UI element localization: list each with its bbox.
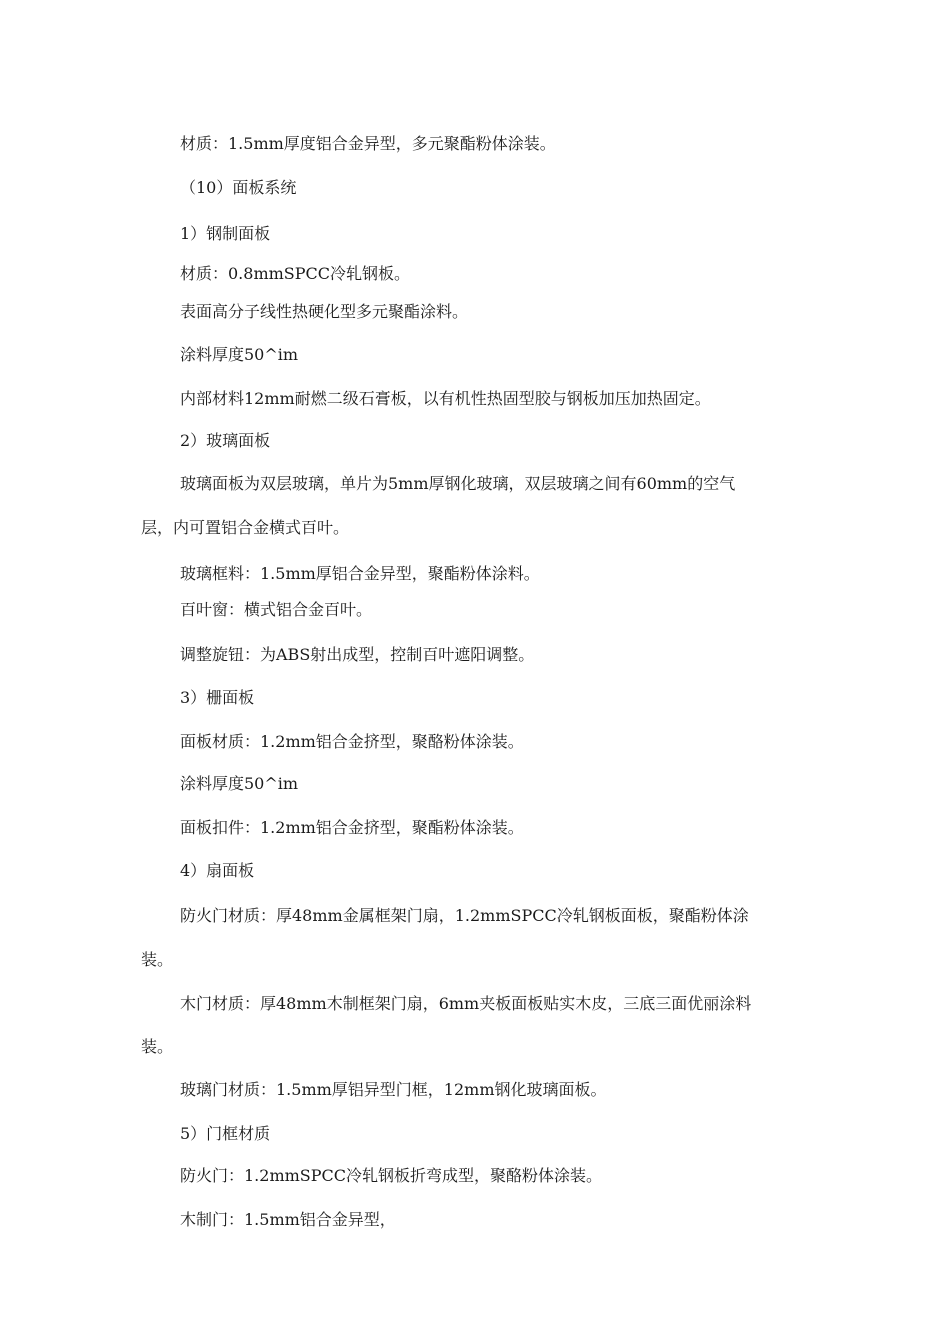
text-line: 装。: [141, 950, 174, 969]
text-line: 木制门：1.5mm铝合金异型，: [180, 1210, 396, 1229]
text-line: 防火门：1.2mmSPCC冷轧钢板折弯成型，聚酪粉体涂装。: [180, 1166, 603, 1185]
text-line: 装。: [141, 1037, 174, 1056]
subsection-heading: 4）扇面板: [180, 861, 255, 880]
subsection-heading: 1）钢制面板: [180, 224, 271, 243]
text-line: 层，内可置铝合金横式百叶。: [141, 518, 350, 537]
subsection-heading: 5）门框材质: [180, 1124, 271, 1143]
text-line: 玻璃面板为双层玻璃，单片为5mm厚钢化玻璃，双层玻璃之间有60mm的空气: [180, 474, 736, 493]
subsection-heading: 2）玻璃面板: [180, 431, 271, 450]
text-line: 百叶窗：横式铝合金百叶。: [180, 600, 373, 619]
text-line: 调整旋钮：为ABS射出成型，控制百叶遮阳调整。: [180, 645, 535, 664]
text-line: 面板扣件：1.2mm铝合金挤型，聚酯粉体涂装。: [180, 818, 524, 837]
text-line: 材质：0.8mmSPCC冷轧钢板。: [180, 264, 411, 283]
section-heading: （10）面板系统: [180, 178, 297, 197]
text-line: 木门材质：厚48mm木制框架门扇，6mm夹板面板贴实木皮，三底三面优丽涂料: [180, 994, 752, 1013]
text-line: 涂料厚度50^im: [180, 774, 299, 793]
text-line: 表面高分子线性热硬化型多元聚酯涂料。: [180, 302, 469, 321]
text-line: 玻璃门材质：1.5mm厚铝异型门框，12mm钢化玻璃面板。: [180, 1080, 607, 1099]
text-line: 面板材质：1.2mm铝合金挤型，聚酪粉体涂装。: [180, 732, 524, 751]
subsection-heading: 3）栅面板: [180, 688, 255, 707]
text-line: 材质：1.5mm厚度铝合金异型，多元聚酯粉体涂装。: [180, 134, 556, 153]
text-line: 防火门材质：厚48mm金属框架门扇，1.2mmSPCC冷轧钢板面板，聚酯粉体涂: [180, 906, 749, 925]
text-line: 涂料厚度50^im: [180, 345, 299, 364]
text-line: 内部材料12mm耐燃二级石膏板，以有机性热固型胶与钢板加压加热固定。: [180, 389, 711, 408]
text-line: 玻璃框料：1.5mm厚铝合金异型，聚酯粉体涂料。: [180, 564, 540, 583]
